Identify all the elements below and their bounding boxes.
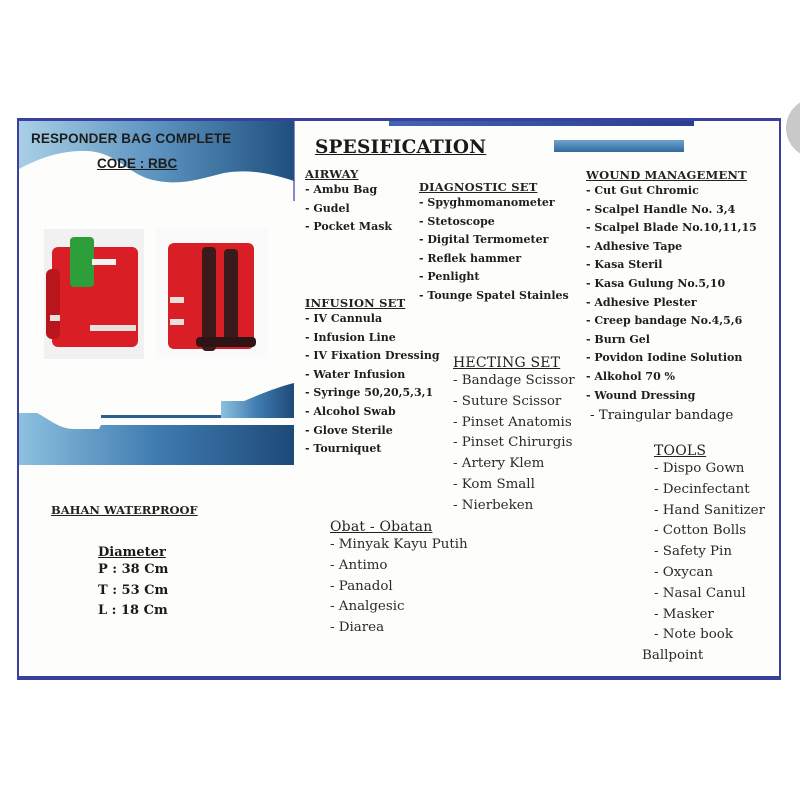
product-code: CODE : RBC	[97, 156, 178, 171]
dimension-length: P : 38 Cm	[98, 562, 169, 577]
section-tools	[642, 443, 766, 667]
list-item: - Povidon Iodine Solution	[586, 351, 743, 365]
section-heading: TOOLS	[654, 443, 707, 459]
footer-gradient-wave	[19, 383, 294, 468]
list-item: - Burn Gel	[586, 332, 650, 346]
list-item: - Syringe 50,20,5,3,1	[305, 386, 434, 400]
section-heading: DIAGNOSTIC SET	[419, 180, 538, 194]
product-title: RESPONDER BAG COMPLETE	[31, 131, 232, 146]
header-banner	[19, 121, 294, 199]
list-item: - Pocket Mask	[305, 220, 393, 234]
list-item: - Kasa Steril	[586, 258, 663, 272]
list-item: - Kom Small	[453, 476, 535, 492]
list-item: - Gudel	[305, 201, 350, 215]
list-item: - Alcohol Swab	[305, 404, 396, 418]
list-item: - Traingular bandage	[590, 408, 734, 424]
list-item: - Alkohol 70 %	[586, 369, 675, 383]
list-item: - Panadol	[330, 578, 393, 594]
bag-photo-front	[44, 229, 144, 359]
divider	[293, 121, 295, 201]
list-item: - Safety Pin	[654, 544, 732, 560]
list-item: - Pinset Chirurgis	[453, 435, 573, 451]
section-heading: WOUND MANAGEMENT	[586, 168, 747, 182]
list-item: - Wound Dressing	[586, 388, 696, 402]
list-item: - Minyak Kayu Putih	[330, 537, 468, 552]
list-item: - Scalpel Blade No.10,11,15	[586, 221, 757, 235]
list-item: - Antimo	[330, 557, 388, 573]
list-item: - Suture Scissor	[453, 393, 562, 409]
list-item: - Pinset Anatomis	[453, 414, 572, 430]
section-heading: AIRWAY	[305, 167, 359, 181]
list-item: - Tourniquet	[305, 442, 382, 456]
list-item: - Oxycan	[654, 564, 713, 580]
list-item: - Hand Sanitizer	[654, 502, 766, 518]
decorative-circle	[786, 98, 800, 158]
product-flyer	[17, 118, 781, 680]
section-obat-obatan	[330, 519, 468, 639]
list-item: - Decinfectant	[654, 481, 750, 497]
list-item: - Dispo Gown	[654, 461, 745, 476]
list-item: - Adhesive Tape	[586, 239, 683, 253]
dimension-height: T : 53 Cm	[98, 582, 169, 598]
list-item: - Tounge Spatel Stainles	[419, 288, 569, 302]
list-item: - Adhesive Plester	[586, 295, 697, 309]
list-item: - Cotton Bolls	[654, 523, 747, 539]
dimensions	[98, 545, 168, 622]
section-heading: INFUSION SET	[305, 296, 406, 310]
specification-title: SPESIFICATION	[315, 137, 487, 158]
list-item: - Scalpel Handle No. 3,4	[586, 202, 736, 216]
section-heading: HECTING SET	[453, 355, 561, 371]
list-item: - Diarea	[330, 620, 385, 636]
list-item: - Digital Termometer	[419, 233, 549, 247]
list-item: - Analgesic	[330, 599, 405, 615]
list-item: - Cut Gut Chromic	[586, 184, 699, 197]
list-item: - Nierbeken	[453, 497, 534, 513]
section-hecting-set	[453, 355, 575, 517]
list-item: - Penlight	[419, 270, 480, 284]
dimensions-heading: Diameter	[98, 545, 166, 560]
list-item: - Nasal Canul	[654, 585, 746, 601]
decorative-bar-top	[389, 121, 694, 126]
list-item: - Stetoscope	[419, 214, 495, 228]
list-item: - Kasa Gulung No.5,10	[586, 276, 726, 290]
section-wound-management	[586, 168, 757, 427]
section-infusion-set	[305, 296, 440, 459]
decorative-bar	[554, 140, 684, 152]
list-item: Ballpoint	[642, 648, 704, 664]
section-diagnostic-set	[419, 180, 569, 306]
dimension-width: L : 18 Cm	[98, 603, 168, 618]
list-item: - Infusion Line	[305, 330, 396, 344]
list-item: - Water Infusion	[305, 367, 406, 381]
list-item: - Reflek hammer	[419, 251, 522, 265]
list-item: - Ambu Bag	[305, 183, 378, 196]
material-label: BAHAN WATERPROOF	[51, 503, 198, 517]
list-item: - Masker	[654, 606, 714, 622]
list-item: - IV Cannula	[305, 312, 383, 325]
list-item: - Spyghmomanometer	[419, 196, 555, 209]
list-item: - Note book	[654, 627, 733, 643]
list-item: - Creep bandage No.4,5,6	[586, 314, 743, 328]
list-item: - Glove Sterile	[305, 423, 393, 437]
section-heading: Obat - Obatan	[330, 519, 433, 535]
list-item: - IV Fixation Dressing	[305, 349, 440, 363]
list-item: - Bandage Scissor	[453, 373, 575, 388]
bag-photo-back	[156, 229, 268, 359]
list-item: - Artery Klem	[453, 456, 545, 472]
section-airway	[305, 167, 392, 237]
